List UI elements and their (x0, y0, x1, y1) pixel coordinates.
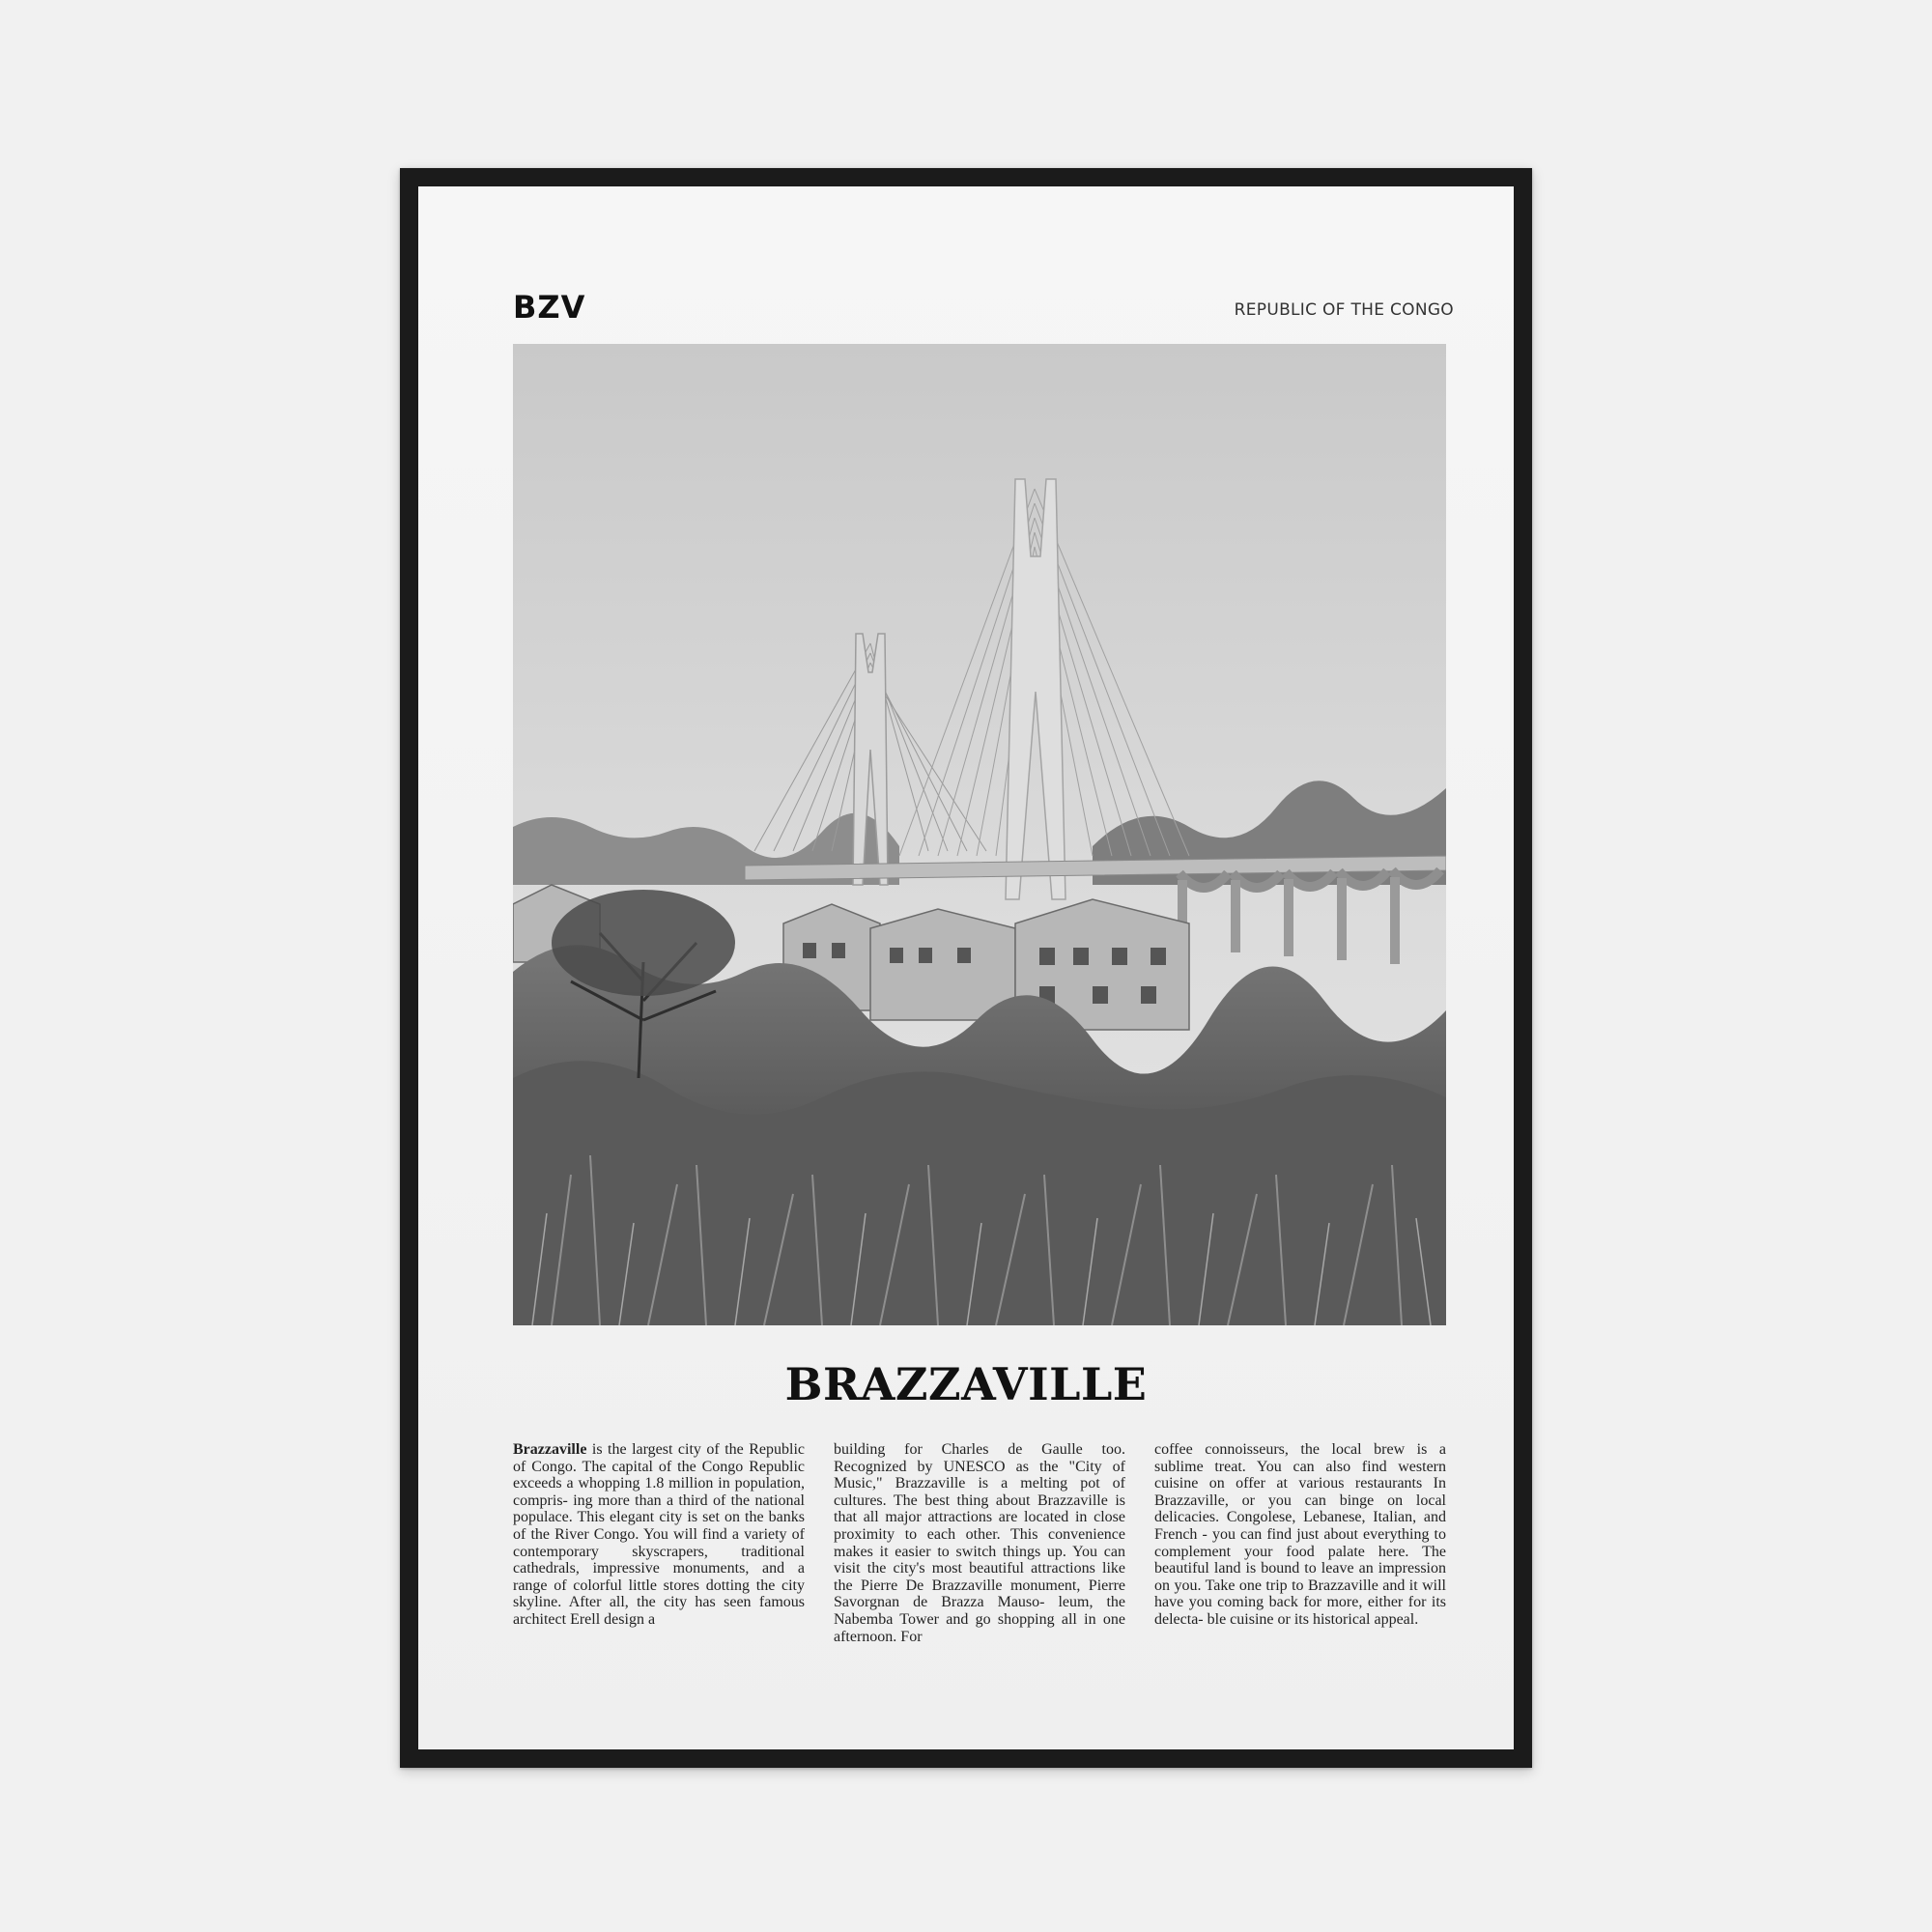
description-column-2 (834, 1441, 1125, 1645)
description-text-3: coffee connoisseurs, the local brew is a sublime treat. You can also find western cuisine on offer at various restaurants In Brazzaville, or you can binge on local delicacies. Congolese, Lebanese, Italian, and French - you can find just about everything to complement your food palate here. The beautiful land is bound to leave an impression on you. Take one trip to Brazzaville and it will have you coming back for more, either for its delecta- ble cuisine or its historical appeal. (1154, 1441, 1446, 1628)
country-name: REPUBLIC OF THE CONGO (1234, 300, 1454, 320)
description-text-1: is the largest city of the Republic of Congo. The capital of the Congo Republic exceeds a whopping 1.8 million in population, compris- ing more than a third of the national populace. This elegant city is set on the banks of the River Congo. You will find a variety of contemporary skyscrapers, traditional cathedrals, impressive monuments, and a range of colorful little stores dotting the city skyline. After all, the city has seen famous architect Erell design a (513, 1441, 805, 1628)
description-column-3 (1154, 1441, 1446, 1645)
poster-frame (400, 168, 1532, 1768)
city-photo (513, 344, 1446, 1325)
city-code: BZV (513, 289, 586, 326)
description-lead: Brazzaville (513, 1441, 587, 1458)
cable-stayed-bridge-photo (513, 344, 1446, 1325)
city-title: BRAZZAVILLE (784, 1358, 1148, 1410)
description-column-1 (513, 1441, 805, 1645)
poster-mat (418, 186, 1514, 1749)
description-columns (513, 1441, 1446, 1645)
description-text-2: building for Charles de Gaulle too. Recognized by UNESCO as the "City of Music," Brazzaville is a melting pot of cultures. The best thing about Brazzaville is that all major attractions are located in close proximity to each other. This convenience makes it easier to switch things up. You can visit the city's most beautiful attractions like the Pierre De Brazzaville monument, Pierre Savorgnan de Brazza Mauso- leum, the Nabemba Tower and go shopping all in one afternoon. For (834, 1441, 1125, 1645)
